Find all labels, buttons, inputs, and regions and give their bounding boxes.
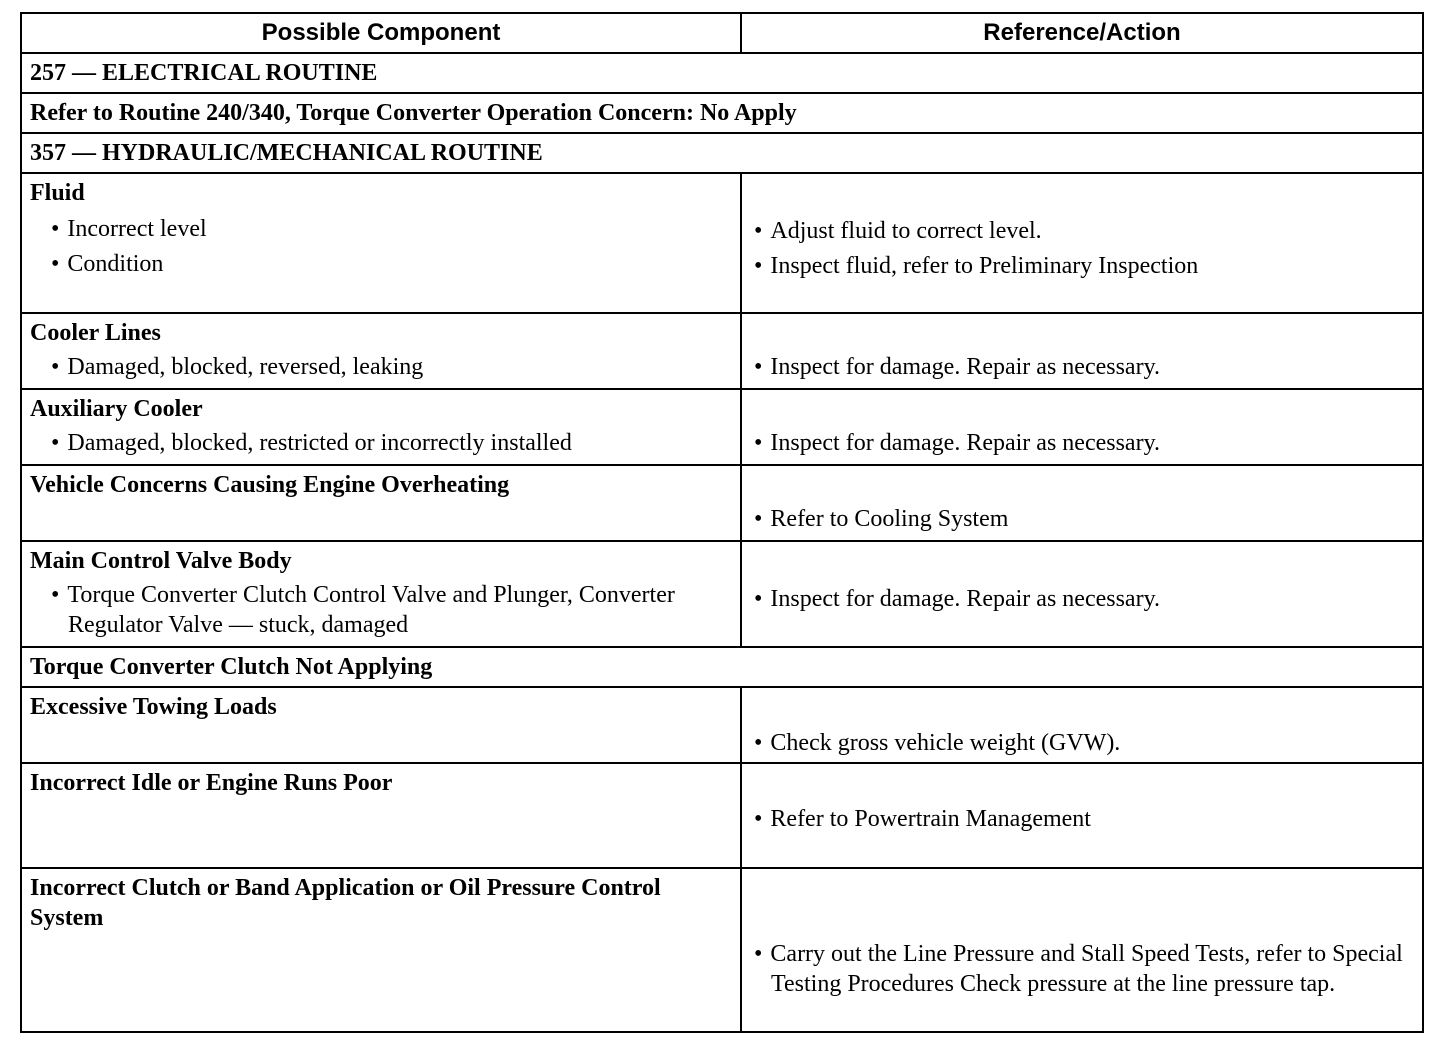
action-item: • Inspect for damage. Repair as necessary. [750,428,1414,458]
component-title: Vehicle Concerns Causing Engine Overheating [30,472,510,498]
diagnostic-table [20,12,1424,1033]
action-cell [741,868,1423,1032]
table-row [21,313,1423,389]
section-tcc-title: Torque Converter Clutch Not Applying [21,647,1423,687]
action-item: • Carry out the Line Pressure and Stall Speed Tests, refer to Special Testing Procedures Check pressure at the line pressure tap. [750,939,1414,999]
component-item: • Torque Converter Clutch Control Valve and Plunger, Converter Regulator Valve — stuck, damaged [30,580,732,640]
component-item: • Condition [30,249,732,279]
action-item: • Adjust fluid to correct level. [750,216,1414,246]
action-cell [741,313,1423,389]
table-row [21,868,1423,1032]
table-row [21,389,1423,465]
component-title: Main Control Valve Body [30,548,292,574]
component-item: • Damaged, blocked, restricted or incorrectly installed [30,428,732,458]
component-cell [21,465,741,541]
action-cell [741,465,1423,541]
component-cell [21,313,741,389]
column-header-action: Reference/Action [741,13,1423,53]
section-row [21,647,1423,687]
header-row [21,13,1423,53]
action-cell [741,389,1423,465]
component-cell [21,541,741,647]
component-cell [21,868,741,1032]
component-title: Auxiliary Cooler [30,396,203,422]
section-257-reference: Refer to Routine 240/340, Torque Converter Operation Concern: No Apply [21,93,1423,133]
table-row [21,541,1423,647]
section-357-title: 357 — HYDRAULIC/MECHANICAL ROUTINE [21,133,1423,173]
action-cell [741,687,1423,763]
action-item: • Inspect for damage. Repair as necessary. [750,352,1414,382]
table-row [21,763,1423,868]
column-header-component: Possible Component [21,13,741,53]
action-cell [741,763,1423,868]
action-item: • Refer to Cooling System [750,504,1414,534]
component-title: Excessive Towing Loads [30,694,277,720]
action-cell [741,541,1423,647]
section-row [21,53,1423,93]
section-row [21,133,1423,173]
section-row [21,93,1423,133]
component-cell [21,389,741,465]
action-cell [741,173,1423,313]
table-row [21,687,1423,763]
action-item: • Inspect fluid, refer to Preliminary Inspection [750,251,1414,281]
component-item: • Damaged, blocked, reversed, leaking [30,352,732,382]
component-cell [21,687,741,763]
action-item: • Check gross vehicle weight (GVW). [750,728,1414,758]
action-item: • Inspect for damage. Repair as necessary. [750,584,1414,614]
section-257-title: 257 — ELECTRICAL ROUTINE [21,53,1423,93]
action-item: • Refer to Powertrain Management [750,804,1414,834]
table-row [21,173,1423,313]
component-cell [21,173,741,313]
component-cell [21,763,741,868]
component-title: Fluid [30,180,85,206]
component-title: Incorrect Idle or Engine Runs Poor [30,770,393,796]
component-title: Cooler Lines [30,320,161,346]
table-row [21,465,1423,541]
component-item: • Incorrect level [30,214,732,244]
component-title: Incorrect Clutch or Band Application or Oil Pressure Control System [30,875,661,931]
